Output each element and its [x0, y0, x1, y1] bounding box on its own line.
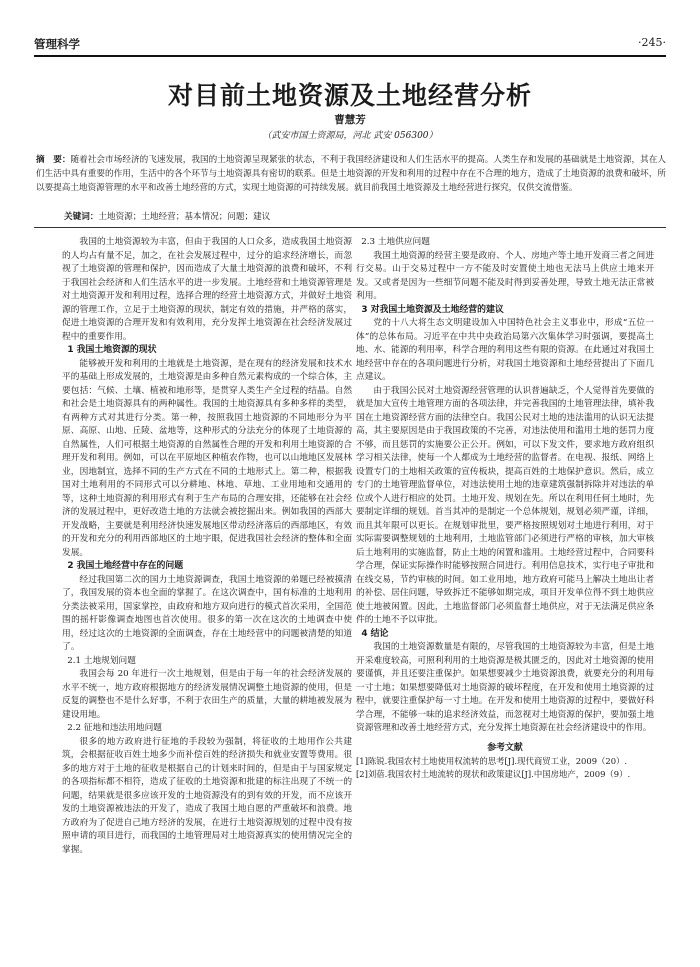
paragraph: 由于我国公民对土地资源经营管理的认识普遍缺乏，个人觉得首先要做的就是加大宣传土地管理方面的各项法律，并完善我国的土地管理法律，填补我国在土地资源经营方面的法律空白。我国公民对土地的违法滥用的认识无法提高，其主要原因是由于我国政策的不完善，对违法使用和滥用土地的惩罚力度不够，而且惩罚的实施要公正公开。例如，可以下发文件，要求地方政府组织学习相关法律，使每一个人都成为土地经营的监督者。在电视、报纸、网络上设置专门的土地相关政策的宣传板块，提高百姓的土地保护意识。然后，成立专门的土地管理监督单位，对违法使用土地的违章建筑强制拆除并对违法的单位或个人进行相应的处罚。土地开发、规划在先。所以在利用任何土地时，先要制定详细的规划。首当其冲的是制定一个总体规划，规划必须严谨，详细，而且其年限可以更长。在规划审批里，要严格按照规划对土地进行利用，对于实际需要调整规划的土地利用，土地监管部门必须进行严格的审核，加大审核后土地利用的实施监督，防止土地的闲置和滥用。土地经营过程中，合同要科学合理，保证实际操作时能够按照合同进行。利用信息技术，实行电子审批和在线交易，节约审核的时间。如工业用地，地方政府可能马上解决土地出让者的补偿、居住问题，导致拆迁不能够如期完成，项目开发单位得不到土地供应使土地被闲置。因此，土地监督部门必须监督土地供应，对于无法满足供应条件的土地不予以审批。 [356, 385, 654, 625]
subsection-heading: 2.1 土地规划问题 [67, 655, 136, 666]
author-affiliation: （武安市国土资源局，河北 武安 056300） [262, 131, 438, 141]
keywords-text: 土地资源；土地经营；基本情况；问题；建议 [98, 212, 271, 222]
abstract-label: 摘 要： [36, 155, 71, 165]
reference-item: [1]陈锐.我国农村土地使用权流转的思考[J].现代商贸工业，2009（20）. [356, 756, 628, 766]
paragraph: 经过我国第二次的国力土地资源调查，我国土地资源的弟题已经被摸清了，我国发展的资本也全面的掌握了。在这次调查中，国有标准的土地利用分类法被采用，国家掌控，由政府和地方双向进行的模式首次采用，全国范围的摇杆影像调查地图也首次使用。很多的第一次在这次的土地调查中使用，经过这次的土地资源的全面调查，存在土地经营中的问题被清楚的知道了。 [62, 574, 352, 652]
paragraph: 很多的地方政府进行征地的手段较为强制，将征收的土地用作公共建筑，会根据征收百姓土地多少而补偿百姓的经济损失和就业安置等费用。很多的地方对于土地的征收是根据自己的计划来时间的，但是由于与国家规定的各项指标都不相符，造成了征收的土地资源和批建的标注出现了不统一的问题，结果就是很多应该开发的土地资源没有的到有效的开发，而不应该开发的土地资源被违法的开发了，造成了我国土地自愿的严重破坏和浪费。地方政府为了促进自己地方经济的发展，在进行土地资源规划的过程中没有按照申请的项目进行，而我国的土地管理局对土地资源真实的使用情况完全的掌握。 [62, 736, 352, 855]
paragraph: 我国会每 20 年进行一次土地规划，但是由于每一年的社会经济发展的水平不统一，地方政府根据地方的经济发展情况调整土地资源的使用，但是反复的调整也不是什么好事，不利于农田生产的质量，大量的耕地被发展为建设用地。 [62, 669, 352, 720]
keywords [64, 210, 666, 224]
subsection-heading: 2.2 征地和违法用地问题 [67, 723, 162, 733]
abstract-text: 随着社会市场经济的飞速发展，我国的土地资源呈现紧张的状态，不利于我国经济建设和人们生活水平的提高。人类生存和发展的基础就是土地资源，其在人们生活中具有重要的作用，生活中的各个环节与土地资源具有密切的联系。但是土地资源的开发和利用的过程中存在不合理的地方，造成了土地资源的浪费和破坏，所以要提高土地资源管理的水平和改善土地经营的方式，实现土地资源的可持续发展。就目前我国土地资源及土地经营进行探究，仅供交流借鉴。 [36, 155, 666, 194]
author-name: 曹慧芳 [334, 114, 366, 126]
article-title: 对目前土地资源及土地经营分析 [167, 81, 532, 110]
section-heading: 1 我国土地资源的现状 [67, 345, 157, 355]
header-rule [34, 55, 666, 57]
keywords-label: 关键词： [64, 212, 99, 222]
paragraph: 党的十八大将生态文明建设加入中国特色社会主义事业中，形成“五位一体”的总体布局。习近平在中共中央政治局第六次集体学习时强调，要提高土地、水、能源的利用率，科学合理的利用这些有限的资源。在此通过对我国土地经营中存在的各项问题进行分析，对我国土地资源和土地经营提出了下面几点建议。 [356, 318, 654, 382]
subsection-heading: 2.3 土地供应问题 [361, 237, 430, 247]
page-number: ·245· [638, 36, 666, 49]
paragraph: 我国的土地资源数量是有限的，尽管我国的土地资源较为丰富，但是土地开采难度较高，可照利利用的土地资源是极其匮乏的，因此对土地资源的使用要谨慎，并且还要注重保护。如果想要减少土地资源浪费，就要充分的利用每一寸土地；如果想要降低对土地资源的破坏程度，在开发和使用土地资源的过程中，就要注重保护每一寸土地。在开发和使用土地资源的过程中，要做好科学合理，不能够一味的追求经济效益，而忽视对土地资源的保护，要加强土地资源管理和改善土地经营方式，充分发挥土地资源在社会经济建设中的作用。 [356, 642, 654, 733]
section-heading: 3 对我国土地资源及土地经营的建议 [361, 304, 504, 315]
section-heading: 2 我国土地经营中存在的问题 [67, 561, 184, 571]
paragraph: 能够被开发和利用的土地就是土地资源，是在现有的经济发展和技术水平的基础上形成发展的，土地资源是由多种自然元素构成的一个综合体，主要包括：气候、土壤、植被和地形等，是贯穿人类生产全过程的结晶。自然和社会是土地资源具有的两种属性。我国的土地资源具有多种多样的类型，有两种方式对其进行分类。第一种，按照我国土地资源的不同地形分为平原、高原、山地、丘陵、盆地等，这种形式的分法充分的体现了土地资源的自然属性，人们可根据土地资源的自然属性合理的开发和利用土地资源的合理开发和利用。例如，可以在平原地区种植农作物，也可以山地地区发展林业，因地制宜，选择不同的生产方式在不同的土地形式上。第二种，根据我国对土地利用的不同形式可以分耕地、林地、草地、工业用地和交通用的等，这种土地资源的利用形式有利于生产布局的合理安排，还能够在社会经济的发展过程中，更好改造土地的方法就会被挖掘出来。例如我国的西部大开发战略，主要就是利用经济快速发展地区带动经济落后的西部地区，有效的开发和充分的利用西部地区的土地宇眼，促进我国社会经济的整体和全面发展。 [62, 358, 352, 558]
running-header [34, 36, 666, 56]
paragraph: 我国的土地资源较为丰富，但由于我国的人口众多，造成我国土地资源的人均占有量不足，加之，在社会发展过程中，过分的追求经济增长，而忽视了土地资源的管理和保护，因而造成了大量土地资源的浪费和破坏，不利于我国社会经济和人们生活水平的进一步发展。土地经营和土地资源管理是对土地资源开发和利用过程，选择合理的经营土地资源方式，并做好土地资源的管理工作，立足于土地资源的现状，制定有效的措施，并严格的落实，促进土地资源的合理开发和有效利用，充分发挥土地资源在社会经济发展过程中的重要作用。 [62, 237, 352, 342]
journal-name: 管理科学 [34, 37, 80, 51]
paragraph: 我国土地资源的经营主要是政府、个人、房地产等土地开发商三者之间进行交易。山于交易过程中一方不能及时安置使土地也无法马上供应土地来开发。又或者是因为一些细节问题不能及时得到妥善处理，导致土地无法正常被利用。 [356, 250, 654, 301]
references-heading: 参考文献 [487, 742, 523, 753]
left-column [62, 236, 352, 857]
section-heading: 4 结论 [361, 628, 389, 639]
abstract-divider [34, 227, 666, 228]
abstract [36, 153, 666, 196]
right-column [356, 236, 654, 781]
reference-item: [2]刘蓓.我国农村土地流转的现状和政策建议[J].中国房地产，2009（9）. [356, 769, 631, 779]
